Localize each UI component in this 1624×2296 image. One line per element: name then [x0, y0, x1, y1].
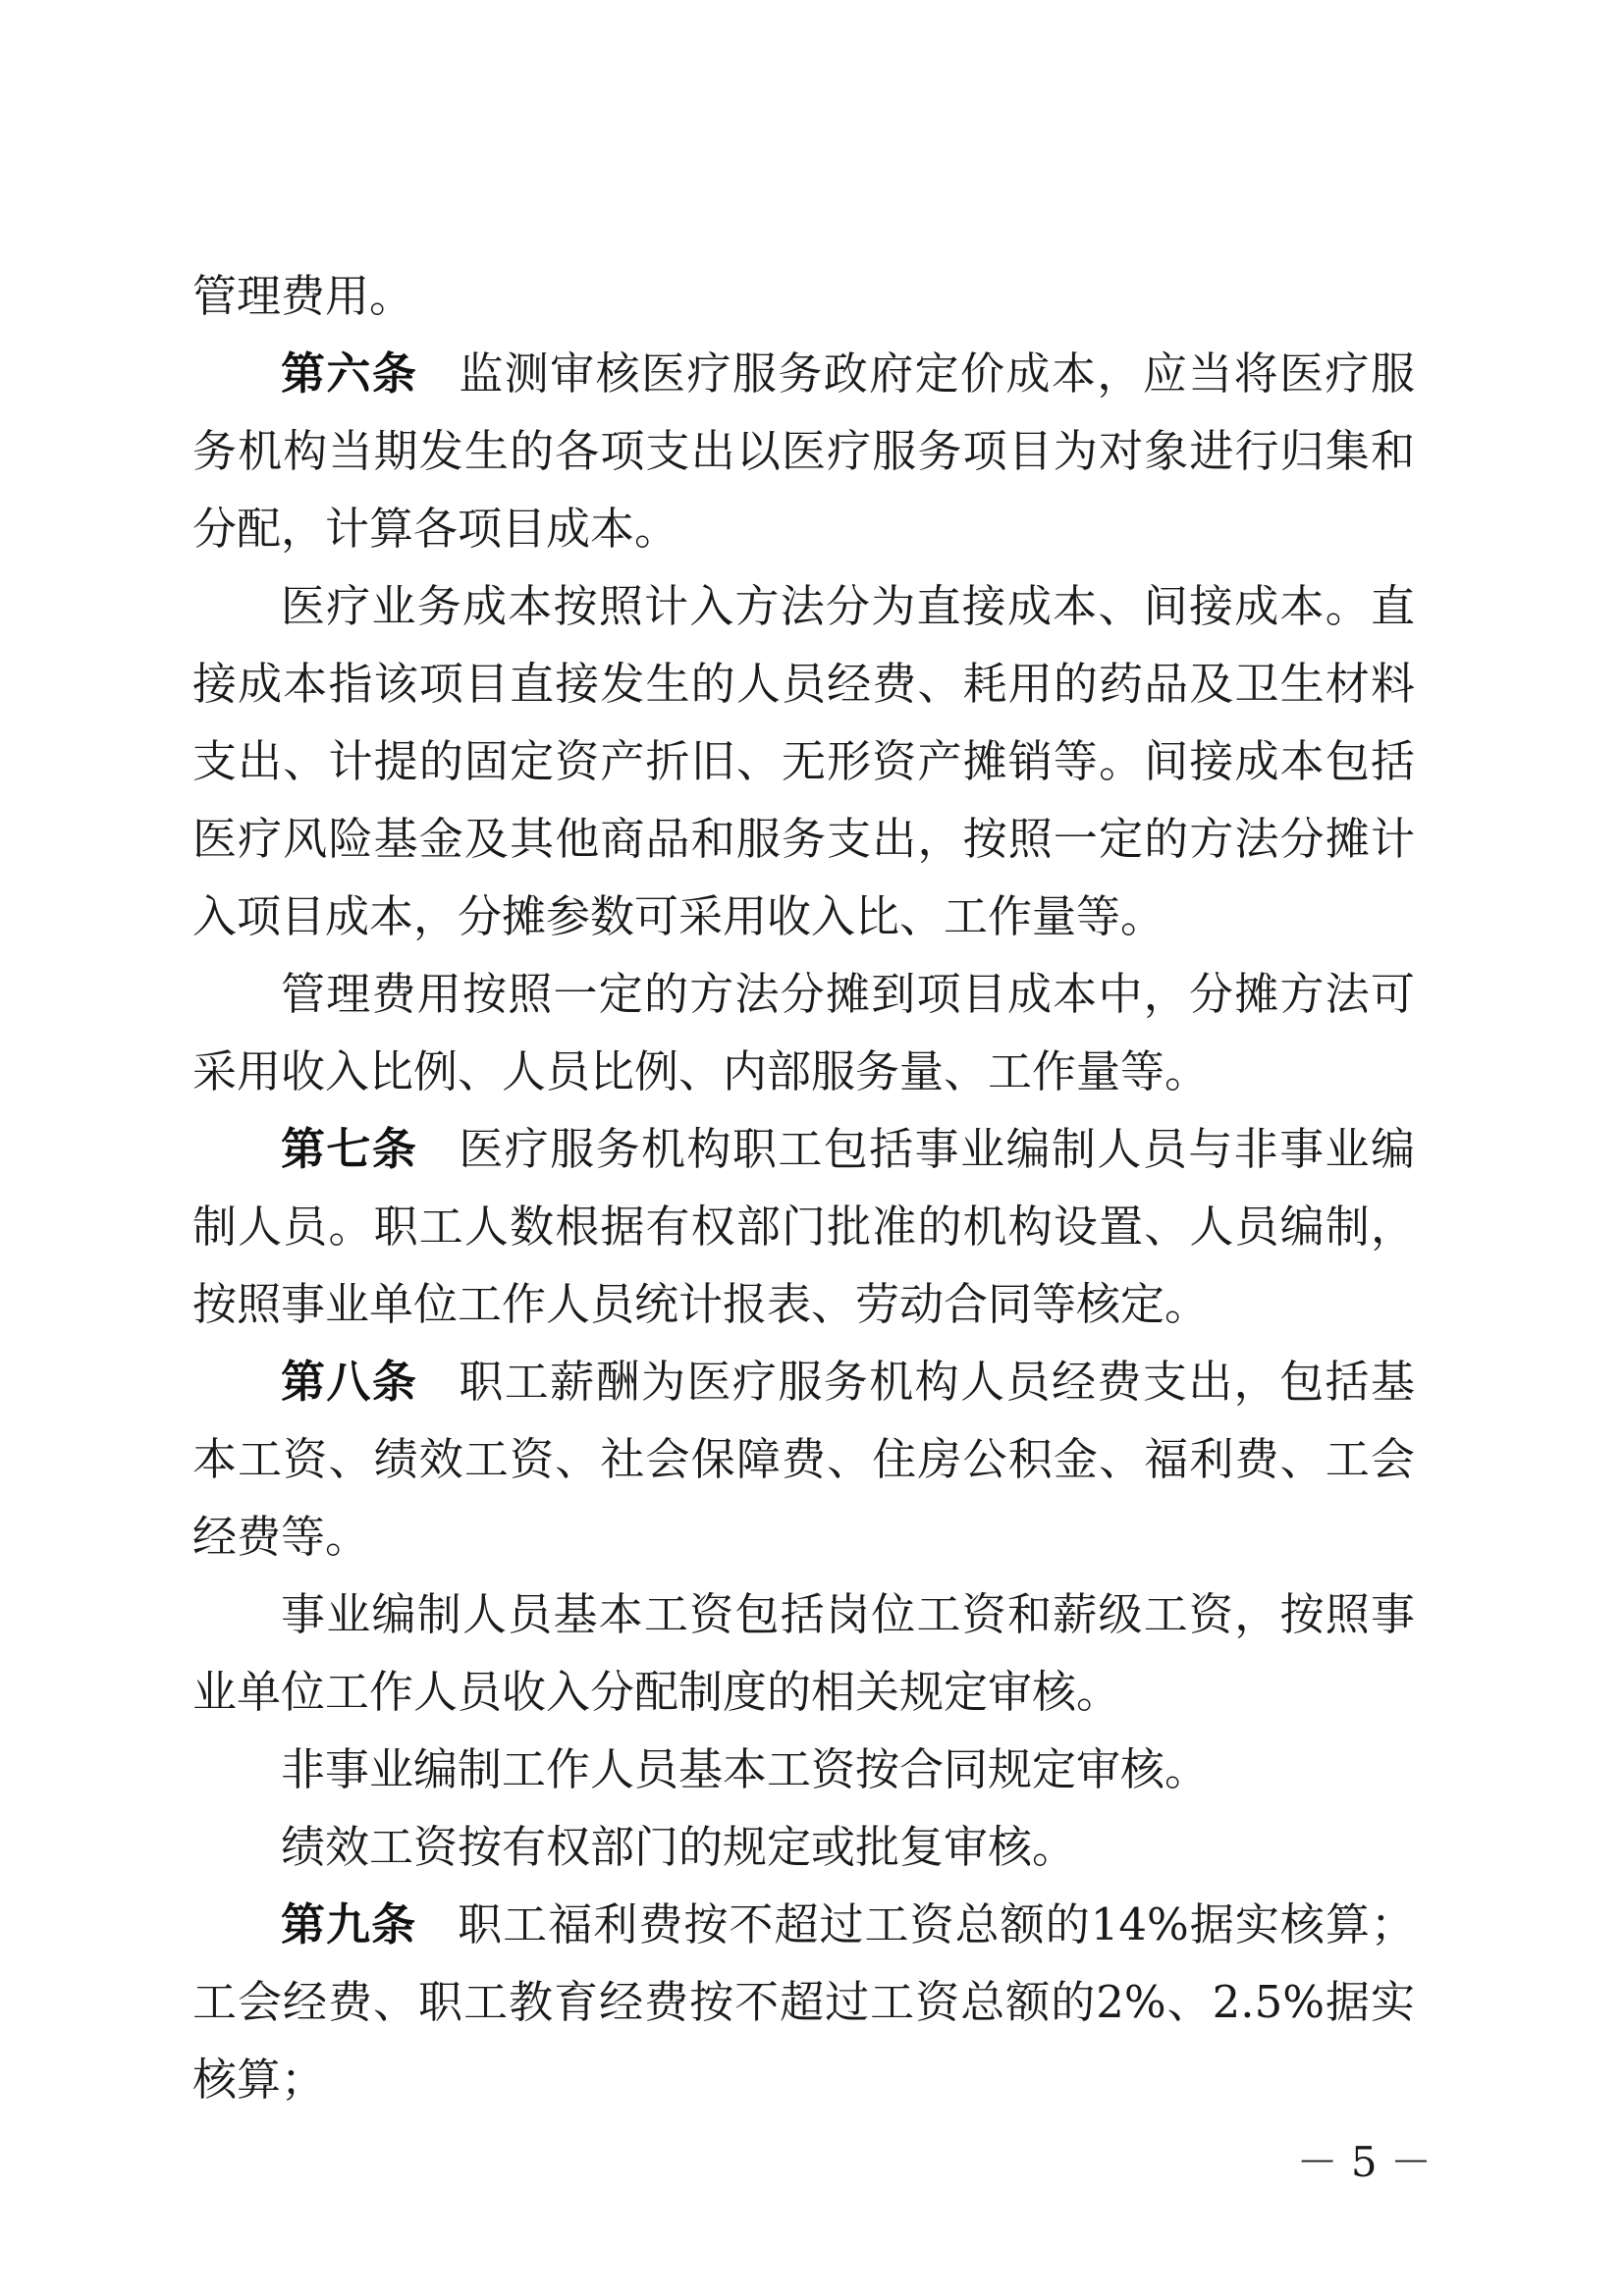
- paragraph-text: 管理费用按照一定的方法分摊到项目成本中，分摊方法可采用收入比例、人员比例、内部服务量、工作量等。: [192, 968, 1415, 1097]
- article-8: [192, 1343, 1415, 1575]
- paragraph-text: 事业编制人员基本工资包括岗位工资和薪级工资，按照事业单位工作人员收入分配制度的相关规定审核。: [192, 1588, 1415, 1718]
- article-number: 第七条: [281, 1123, 418, 1175]
- document-body: [192, 257, 1415, 2118]
- paragraph-performance-salary: [192, 1808, 1415, 1886]
- paragraph-text: 管理费用。: [192, 270, 414, 322]
- paragraph-text: 非事业编制工作人员基本工资按合同规定审核。: [281, 1743, 1210, 1795]
- article-number: 第八条: [281, 1356, 418, 1408]
- paragraph-non-staff-salary: [192, 1731, 1415, 1808]
- paragraph-direct-indirect-cost: [192, 567, 1415, 955]
- page-number: － 5 －: [1296, 2138, 1432, 2186]
- article-9: [192, 1886, 1415, 2118]
- paragraph-text: 职工薪酬为医疗服务机构人员经费支出，包括基本工资、绩效工资、社会保障费、住房公积金、福利费、工会经费等。: [192, 1356, 1415, 1563]
- paragraph-text: 医疗业务成本按照计入方法分为直接成本、间接成本。直接成本指该项目直接发生的人员经费、耗用的药品及卫生材料支出、计提的固定资产折旧、无形资产摊销等。间接成本包括医疗风险基金及其他商品和服务支出，按照一定的方法分摊计入项目成本，分摊参数可采用收入比、工作量等。: [192, 580, 1415, 942]
- paragraph-text: 医疗服务机构职工包括事业编制人员与非事业编制人员。职工人数根据有权部门批准的机构设置、人员编制，按照事业单位工作人员统计报表、劳动合同等核定。: [192, 1123, 1415, 1330]
- article-6: [192, 335, 1415, 567]
- paragraph-continuation: [192, 257, 1415, 335]
- paragraph-text: 职工福利费按不超过工资总额的14%据实核算；工会经费、职工教育经费按不超过工资总额的2%、2.5%据实核算；: [192, 1898, 1415, 2106]
- paragraph-management-cost: [192, 955, 1415, 1110]
- article-number: 第九条: [281, 1898, 417, 1950]
- article-number: 第六条: [281, 347, 418, 400]
- paragraph-basic-salary: [192, 1575, 1415, 1731]
- paragraph-text: 监测审核医疗服务政府定价成本，应当将医疗服务机构当期发生的各项支出以医疗服务项目为对象进行归集和分配，计算各项目成本。: [192, 347, 1415, 555]
- paragraph-text: 绩效工资按有权部门的规定或批复审核。: [281, 1821, 1077, 1873]
- article-7: [192, 1110, 1415, 1343]
